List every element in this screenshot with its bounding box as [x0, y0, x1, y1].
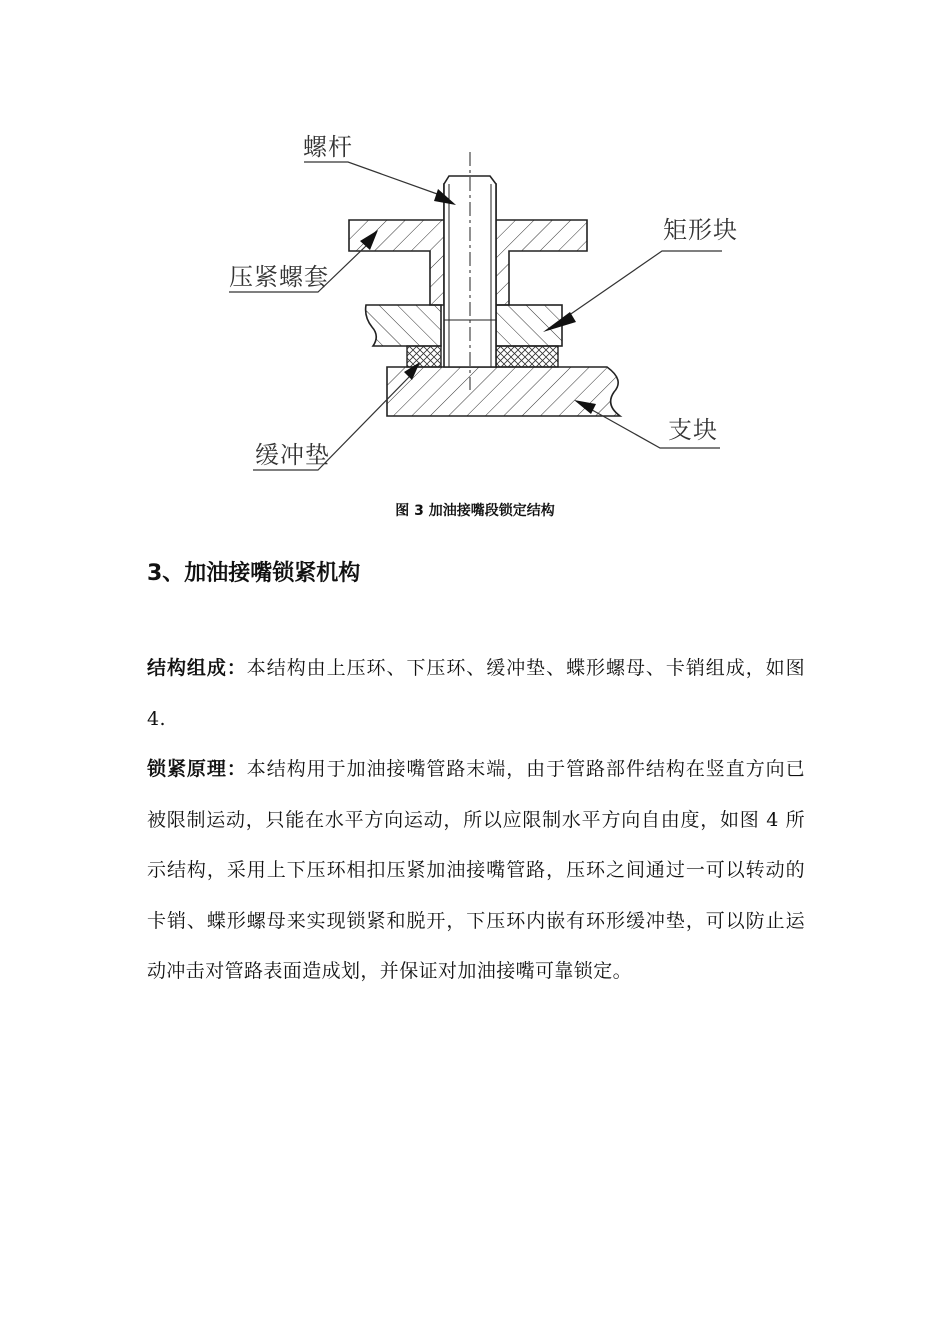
label-bolt: 螺杆 [303, 133, 353, 161]
label-clamp-sleeve: 压紧螺套 [229, 263, 329, 291]
label-support-block: 支块 [668, 416, 718, 444]
section-heading: 3、加油接嘴锁紧机构 [147, 561, 361, 586]
term-composition: 结构组成 [147, 657, 227, 679]
leader-bolt [304, 162, 456, 205]
paragraph-composition [147, 643, 805, 744]
paragraph-text: 本结构用于加油接嘴管路末端，由于管路部件结构在竖直方向已被限制运动，只能在水平方向运动，所以应限制水平方向自由度，如图 4 所示结构，采用上下压环相扣压紧加油接嘴管路，压环之间通过一可以转动的卡销、蝶形螺母来实现锁紧和脱开，下压环内嵌有环形缓冲垫，可以防止运动冲击对管路表面造成划，并保证对加油接嘴可靠锁定。 [147, 758, 806, 982]
buffer-pad-right [496, 346, 558, 367]
label-buffer-pad: 缓冲垫 [255, 441, 330, 469]
drawing-svg [200, 130, 760, 490]
rect-block-left [366, 305, 441, 346]
paragraph-principle [147, 744, 805, 997]
section-body [147, 643, 805, 997]
leader-rect-block [543, 251, 722, 332]
locking-structure-drawing [200, 130, 760, 490]
term-separator: ： [226, 758, 247, 780]
term-separator: ： [226, 657, 247, 679]
buffer-pad-left [407, 346, 441, 367]
paragraph-text: 本结构由上压环、下压环、缓冲垫、蝶形螺母、卡销组成，如图 4. [147, 657, 806, 730]
label-rect-block: 矩形块 [663, 216, 738, 244]
figure-caption: 图 3 加油接嘴段锁定结构 [395, 503, 555, 519]
term-principle: 锁紧原理 [147, 758, 227, 780]
